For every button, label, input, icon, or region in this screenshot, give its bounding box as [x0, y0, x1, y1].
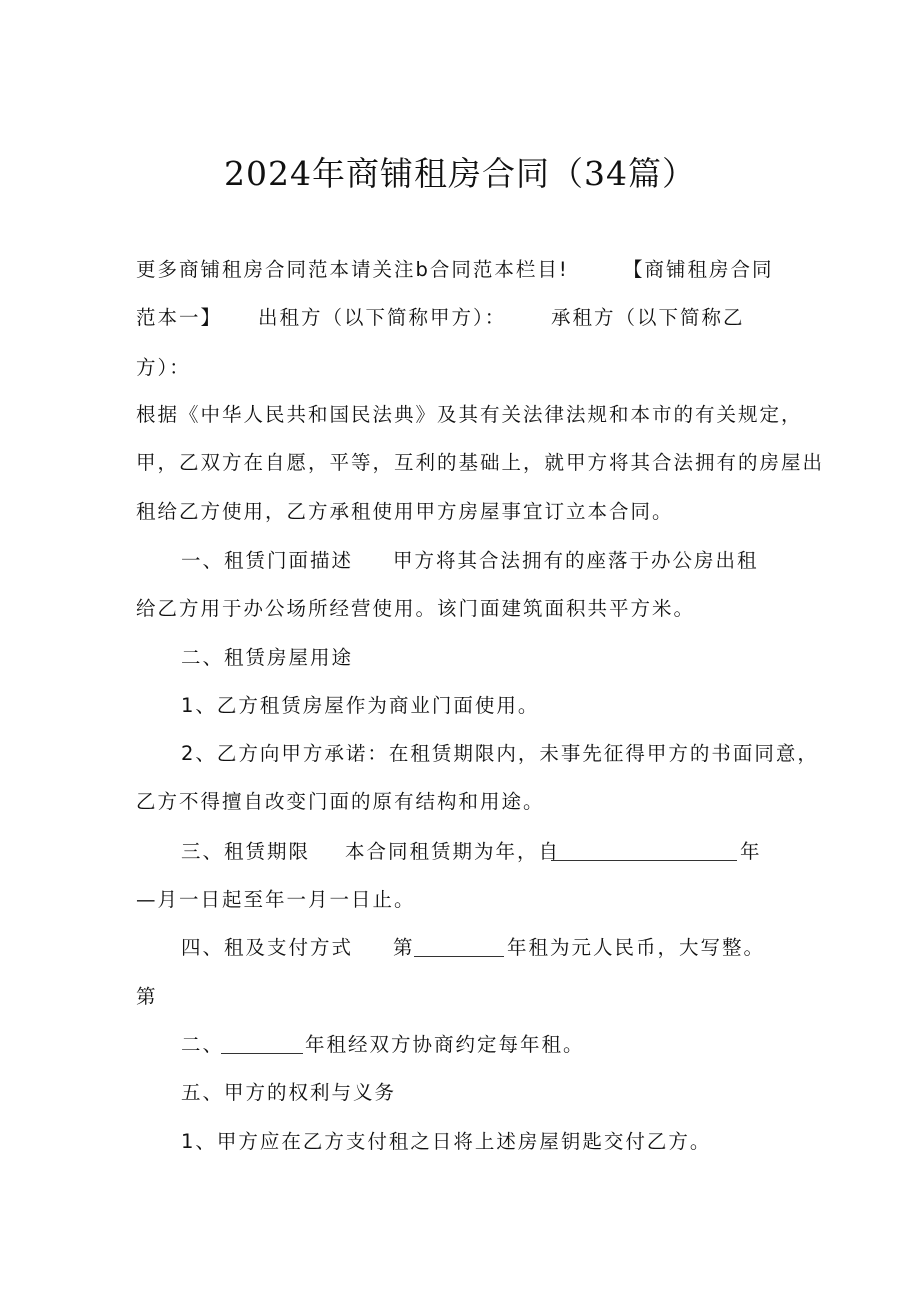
paragraph-line: —月一日起至年一月一日止。	[136, 888, 416, 911]
paragraph-line: 根据《中华人民共和国民法典》及其有关法律法规和本市的有关规定，	[136, 403, 803, 426]
fill-in-blank	[414, 936, 504, 957]
paragraph-line: 范本一】	[136, 306, 223, 329]
paragraph-line: 第	[136, 985, 158, 1008]
paragraph-line: 年	[740, 840, 762, 863]
paragraph-line: 承租方（以下简称乙	[551, 306, 745, 329]
paragraph-line: 乙方不得擅自改变门面的原有结构和用途。	[136, 790, 545, 813]
paragraph-line: 2、乙方向甲方承诺：在租赁期限内，未事先征得甲方的书面同意，	[181, 742, 819, 765]
paragraph-line: 甲方将其合法拥有的座落于办公房出租	[393, 549, 759, 572]
paragraph-line: 1、乙方租赁房屋作为商业门面使用。	[181, 694, 540, 717]
paragraph-line: 【商铺租房合同	[623, 258, 774, 281]
paragraph-line: 租给乙方使用，乙方承租使用甲方房屋事宜订立本合同。	[136, 500, 674, 523]
section-heading: 一、租赁门面描述	[181, 549, 354, 572]
paragraph-line: 本合同租赁期为年，自	[345, 840, 561, 863]
section-heading: 四、租及支付方式	[181, 936, 354, 959]
paragraph-line: 出租方（以下简称甲方）：	[258, 306, 507, 329]
paragraph-line: 给乙方用于办公场所经营使用。该门面建筑面积共平方米。	[136, 597, 696, 620]
fill-in-blank	[221, 1033, 303, 1054]
paragraph-line: 年租经双方协商约定每年租。	[305, 1033, 585, 1056]
section-heading: 五、甲方的权利与义务	[181, 1081, 397, 1104]
section-heading: 三、租赁期限	[181, 840, 311, 863]
paragraph-line: 甲，乙双方在自愿，平等，互利的基础上，就甲方将其合法拥有的房屋出	[136, 451, 825, 474]
paragraph-line: 年租为元人民币，大写整。	[507, 936, 766, 959]
section-heading: 二、	[181, 1033, 225, 1056]
document-title: 2024年商铺租房合同（34篇）	[224, 154, 696, 193]
paragraph-line: 更多商铺租房合同范本请关注b合同范本栏目!	[136, 258, 569, 281]
section-heading: 二、租赁房屋用途	[181, 646, 354, 669]
paragraph-line: 1、甲方应在乙方支付租之日将上述房屋钥匙交付乙方。	[181, 1130, 712, 1153]
paragraph-line: 第	[393, 936, 415, 959]
fill-in-blank	[551, 840, 737, 861]
paragraph-line: 方）：	[136, 356, 191, 379]
